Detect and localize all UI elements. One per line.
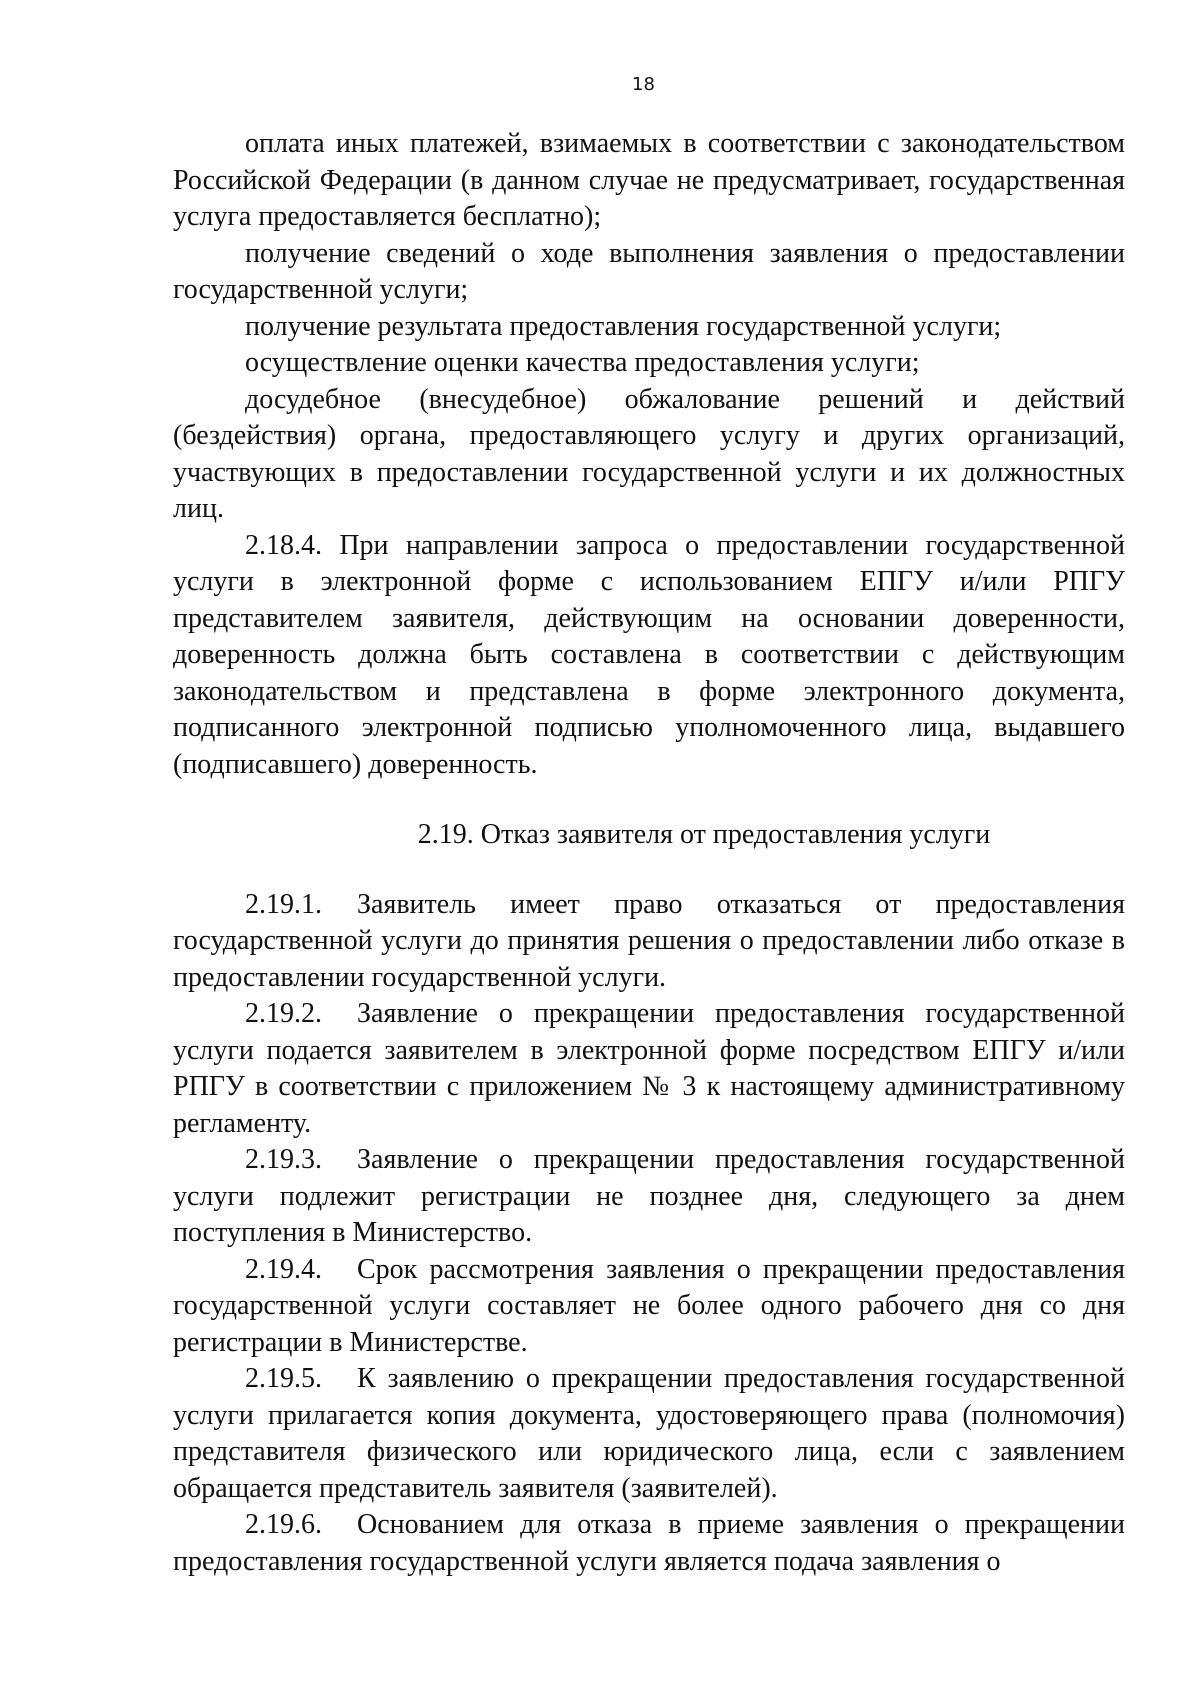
paragraph-status-info: получение сведений о ходе выполнения заявления о предоставлении государственной услуги;: [173, 237, 1125, 305]
paragraph-quality-assessment: осуществление оценки качества предоставления услуги;: [245, 347, 920, 378]
clause-number: 2.19.5.: [245, 1363, 322, 1394]
paragraph-appeal: досудебное (внесудебное) обжалование решений и действий (бездействия) органа, предоставляющего услугу и других организаций, участвующих в предоставлении государственной услуги и их должностных лиц.: [173, 383, 1125, 524]
clause-text: Заявитель имеет право отказаться от предоставления государственной услуги до принятия решения о предоставлении либо отказе в предоставлении государственной услуги.: [173, 888, 1125, 993]
paragraph-payment: оплата иных платежей, взимаемых в соответствии с законодательством Российской Федерации (в данном случае не предусматривает, государственная услуга предоставляется бесплатно);: [173, 128, 1125, 232]
paragraph-2-19-2: [173, 996, 1125, 1142]
paragraph-2-19-6: [173, 1507, 1125, 1580]
section-heading-2-19: 2.19. Отказ заявителя от предоставления услуги: [417, 819, 991, 850]
paragraph-2-19-4: [173, 1252, 1125, 1362]
paragraph-2-19-5: [173, 1361, 1125, 1507]
clause-number: 2.19.3.: [245, 1144, 322, 1175]
clause-number: 2.19.2.: [245, 998, 322, 1029]
clause-number: 2.19.4.: [245, 1253, 322, 1285]
document-body: [173, 126, 1125, 1580]
paragraph-2-18-4: 2.18.4. При направлении запроса о предоставлении государственной услуги в электронной форме с использованием ЕПГУ и/или РПГУ представителем заявителя, действующим на основании доверенности, доверенность должна быть составлена в соответствии с действующим законодательством и представлена в форме электронного документа, подписанного электронной подписью уполномоченного лица, выдавшего (подписавшего) доверенность.: [173, 529, 1125, 780]
paragraph-2-19-1: [173, 887, 1125, 997]
paragraph-2-19-3: [173, 1142, 1125, 1252]
clause-text: Срок рассмотрения заявления о прекращении предоставления государственной услуги составляет не более одного рабочего дня со дня регистрации в Министерстве.: [173, 1253, 1125, 1358]
clause-text: Заявление о прекращении предоставления государственной услуги подлежит регистрации не позднее дня, следующего за днем поступления в Министерство.: [173, 1144, 1125, 1248]
clause-text: Основанием для отказа в приеме заявления о прекращении предоставления государственной услуги является подача заявления о: [173, 1509, 1125, 1577]
page-number: 18: [632, 74, 655, 95]
clause-text: К заявлению о прекращении предоставления государственной услуги прилагается копия документа, удостоверяющего права (полномочия) представителя физического или юридического лица, если с заявлением обращается представитель заявителя (заявителей).: [173, 1363, 1125, 1504]
clause-text: Заявление о прекращении предоставления государственной услуги подается заявителем в электронной форме посредством ЕПГУ и/или РПГУ в соответствии с приложением № 3 к настоящему административному регламенту.: [173, 998, 1125, 1139]
paragraph-result: получение результата предоставления государственной услуги;: [245, 310, 1002, 342]
clause-number: 2.19.1.: [245, 888, 322, 920]
clause-number: 2.19.6.: [245, 1509, 322, 1540]
